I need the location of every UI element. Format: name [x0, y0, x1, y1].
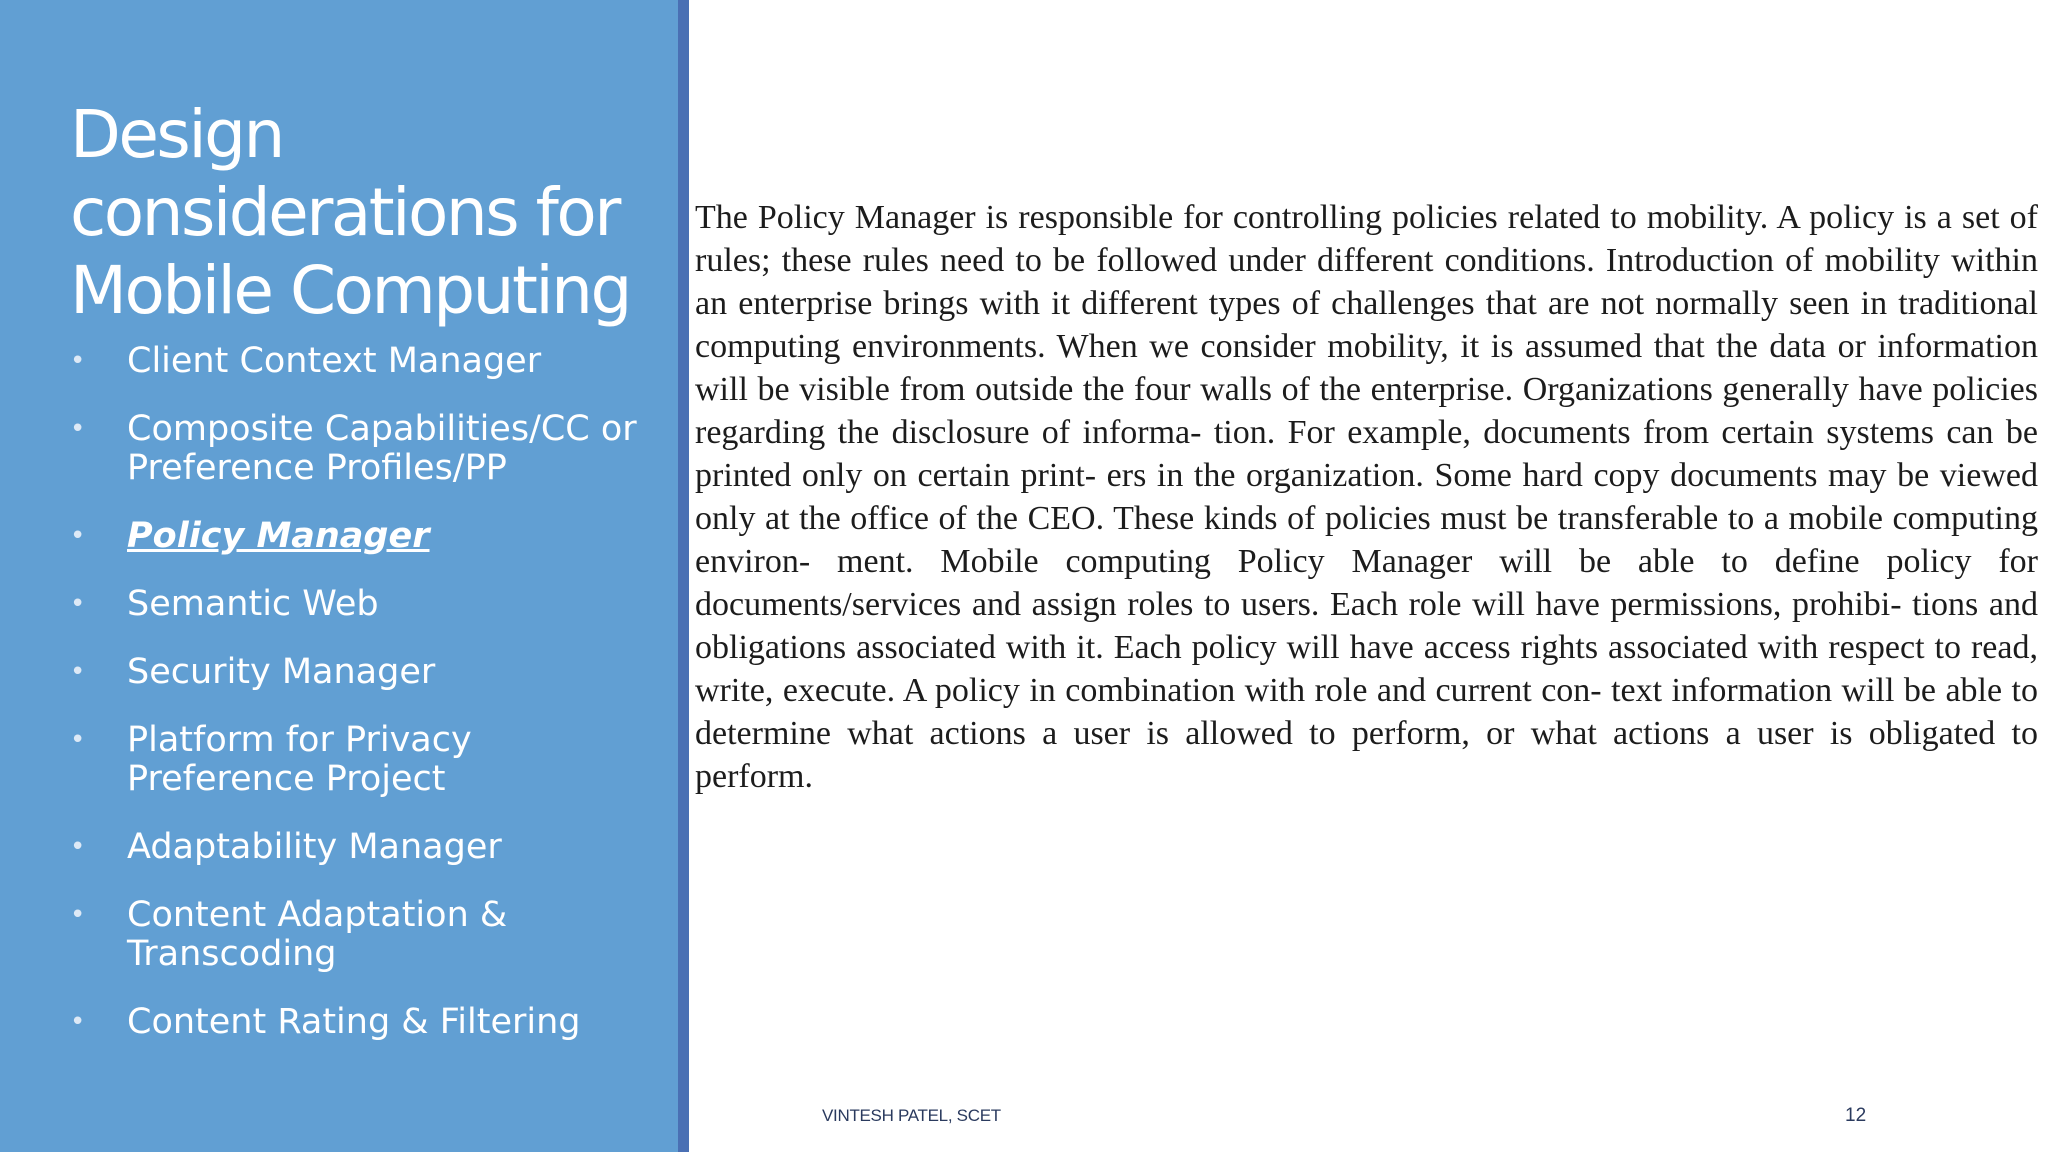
bullet-icon: • [70, 521, 86, 551]
bullet-icon: • [70, 1007, 86, 1037]
topic-label: Composite Capabilities/CC or Preference Profiles/PP [127, 409, 637, 488]
bullet-icon: • [70, 725, 86, 755]
bullet-icon: • [70, 832, 86, 862]
bullet-icon: • [70, 657, 86, 687]
topic-item[interactable] [70, 517, 670, 556]
topic-label: Security Manager [127, 652, 436, 692]
bullet-icon: • [70, 346, 86, 376]
topic-label: Policy Manager [127, 516, 430, 556]
sidebar-divider [678, 0, 689, 1152]
topic-item[interactable] [70, 1003, 670, 1042]
topic-item[interactable] [70, 342, 670, 381]
topic-item[interactable] [70, 653, 670, 692]
body-text: The Policy Manager is responsible for controlling policies related to mobility. A policy is a set of rules; these rules need to be followed under different conditions. Introduction of mobility within an enterprise brings with it different types of challenges that are not normally seen in traditional computing environments. When we consider mobility, it is assumed that the data or information will be visible from outside the four walls of the enterprise. Organizations generally have policies regarding the disclosure of informa- tion. For example, documents from certain systems can be printed only on certain print- ers in the organization. Some hard copy documents may be viewed only at the office of the CEO. These kinds of policies must be transferable to a mobile computing environ- ment. Mobile computing Policy Manager will be able to define policy for documents/services and assign roles to users. Each role will have permissions, prohibi- tions and obligations associated with it. Each policy will have access rights associated with respect to read, write, execute. A policy in combination with role and current con- text information will be able to determine what actions a user is allowed to perform, or what actions a user is obligated to perform. [695, 199, 2038, 795]
topic-item[interactable] [70, 410, 670, 488]
bullet-icon: • [70, 589, 86, 619]
topic-item[interactable] [70, 828, 670, 867]
bullet-icon: • [70, 414, 86, 444]
bullet-icon: • [70, 900, 86, 930]
topic-label: Adaptability Manager [127, 827, 502, 867]
page-number: 12 [1845, 1105, 1867, 1126]
topic-label: Content Adaptation & Transcoding [127, 895, 508, 974]
sidebar-panel [0, 0, 678, 1152]
topic-item[interactable] [70, 585, 670, 624]
topic-list [70, 342, 670, 1071]
topic-label: Platform for Privacy Preference Project [127, 720, 472, 799]
footer-author: VINTESH PATEL, SCET [822, 1106, 1001, 1125]
topic-label: Semantic Web [127, 584, 379, 624]
topic-label: Client Context Manager [127, 341, 542, 381]
topic-item[interactable] [70, 896, 670, 974]
topic-item[interactable] [70, 721, 670, 799]
slide-title: Design considerations for Mobile Computing [70, 96, 630, 329]
topic-label: Content Rating & Filtering [127, 1002, 581, 1042]
